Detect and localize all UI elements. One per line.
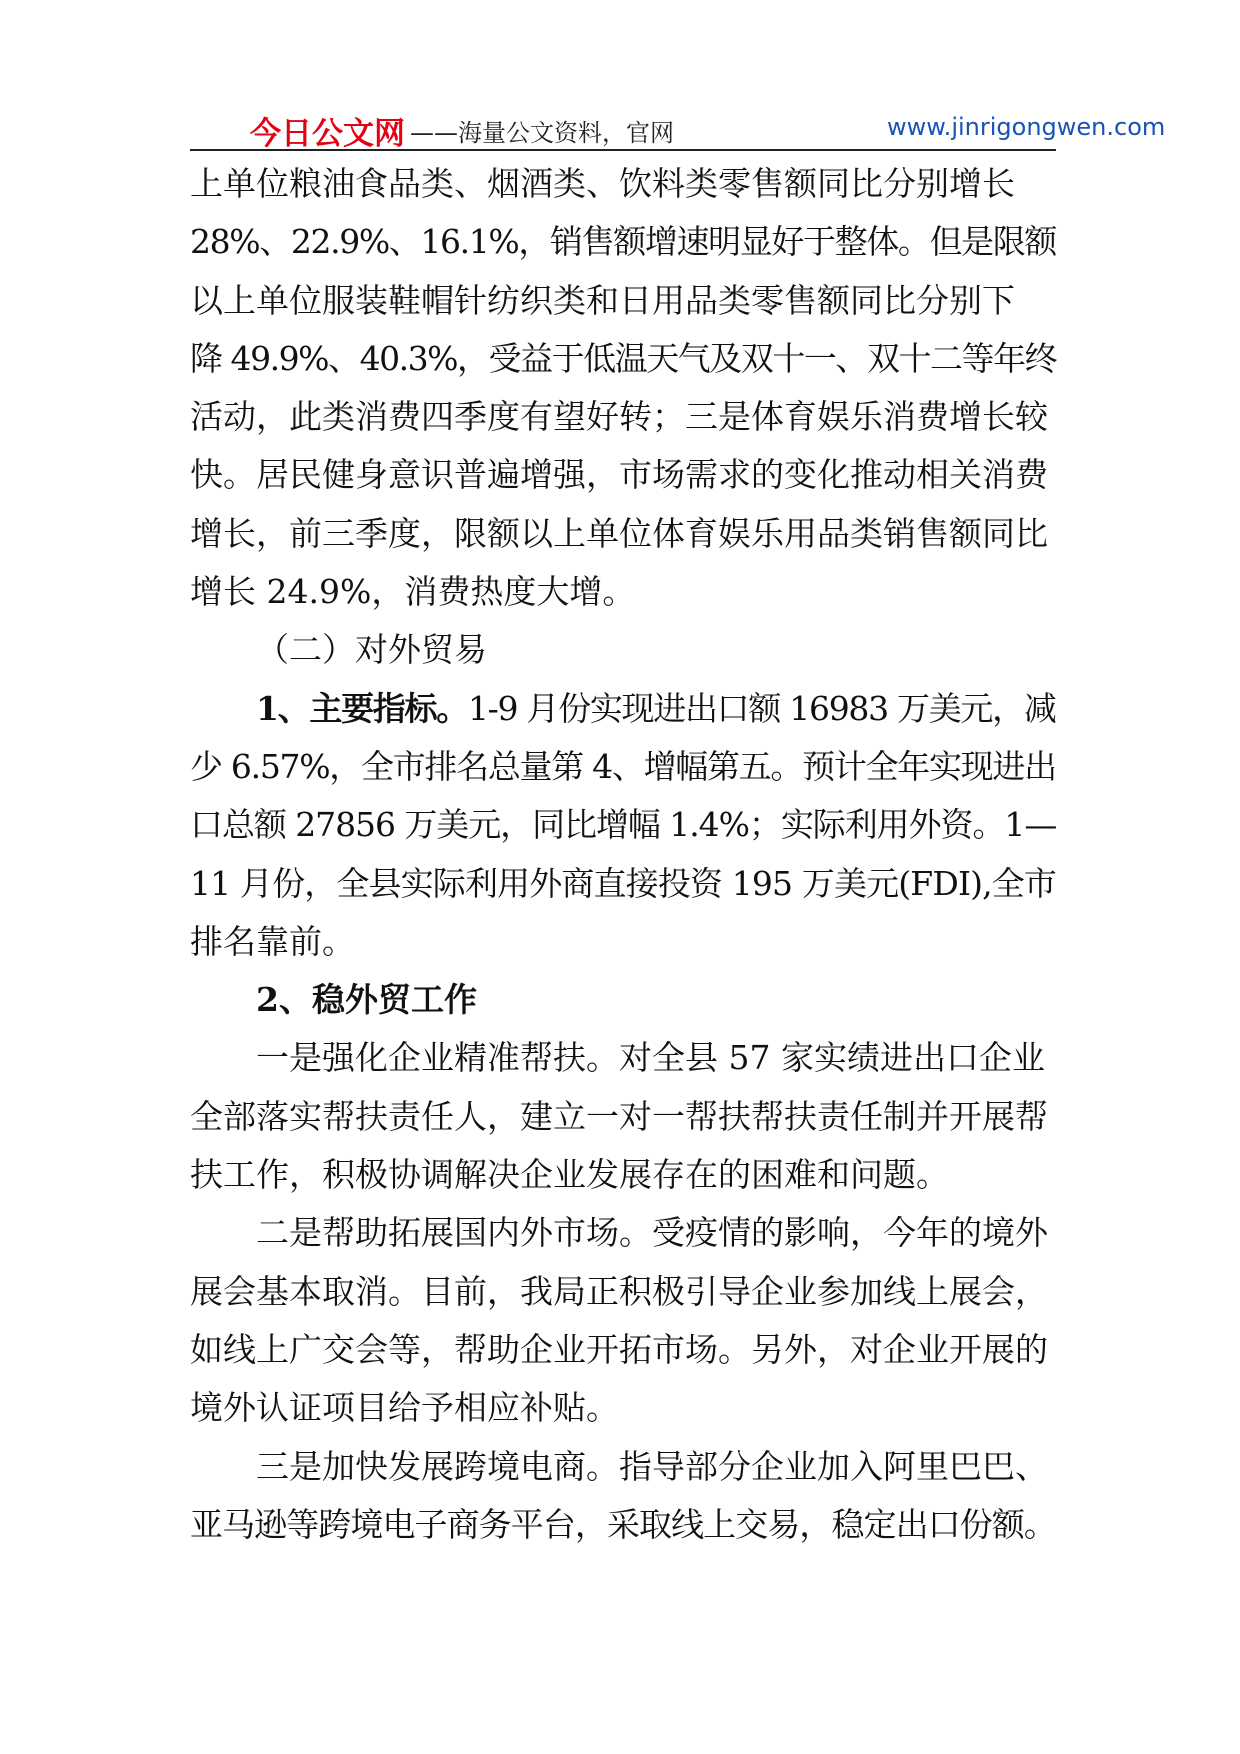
text-line: 28%、22.9%、16.1%，销售额增速明显好于整体。但是限额 — [190, 222, 1057, 262]
text-line: 如线上广交会等，帮助企业开拓市场。另外，对企业开展的 — [190, 1329, 1048, 1369]
text-line: 11 月份，全县实际利用外商直接投资 195 万美元(FDI),全市 — [190, 863, 1057, 903]
bold-lead: 1、主要指标。 — [256, 688, 468, 728]
text-line: 少 6.57%，全市排名总量第 4、增幅第五。预计全年实现进出 — [190, 746, 1056, 786]
paragraph-cross-border-ecommerce — [190, 1438, 1056, 1555]
text-line: 增长 24.9%，消费热度大增。 — [190, 572, 636, 612]
text-line: （二）对外贸易 — [256, 630, 487, 670]
text-line: 三是加快发展跨境电商。指导部分企业加入阿里巴巴、 — [256, 1446, 1048, 1486]
section-heading-stabilize-trade — [190, 971, 1056, 1029]
text-line: 增长，前三季度，限额以上单位体育娱乐用品类销售额同比 — [190, 513, 1048, 553]
text-line: 展会基本取消。目前，我局正积极引导企业参加线上展会， — [190, 1271, 1048, 1311]
text-line: 扶工作，积极协调解决企业发展存在的困难和问题。 — [190, 1155, 949, 1195]
text-line: 活动，此类消费四季度有望好转；三是体育娱乐消费增长较 — [190, 397, 1048, 437]
text-line: 2、稳外贸工作 — [256, 980, 477, 1020]
text-line: 排名靠前。 — [190, 921, 355, 961]
site-url-link[interactable]: www.jinrigongwen.com — [887, 113, 1166, 141]
text-line: 口总额 27856 万美元，同比增幅 1.4%；实际利用外资。1— — [190, 805, 1057, 845]
header-divider — [190, 149, 1056, 151]
text-line: 以上单位服装鞋帽针纺织类和日用品类零售额同比分别下 — [190, 280, 1015, 320]
paragraph-enterprise-support — [190, 1029, 1056, 1204]
text-line: 二是帮助拓展国内外市场。受疫情的影响，今年的境外 — [256, 1213, 1048, 1253]
text-line — [190, 680, 1056, 738]
text-fragment: 1-9 月份实现进出口额 16983 万美元，减 — [467, 688, 1056, 728]
text-line: 境外认证项目给予相应补贴。 — [190, 1388, 619, 1428]
site-brand: 今日公文网 — [250, 116, 405, 152]
document-body — [190, 155, 1056, 1554]
paragraph-market-expansion — [190, 1204, 1056, 1437]
site-tagline: ——海量公文资料，官网 — [410, 119, 674, 147]
text-line: 降 49.9%、40.3%，受益于低温天气及双十一、双十二等年终 — [190, 338, 1057, 378]
text-line: 全部落实帮扶责任人，建立一对一帮扶帮扶责任制并开展帮 — [190, 1096, 1048, 1136]
paragraph-main-indicators — [190, 680, 1056, 971]
paragraph-retail-consumption — [190, 155, 1056, 621]
section-heading-foreign-trade — [190, 621, 1056, 679]
text-line: 亚马逊等跨境电子商务平台，采取线上交易，稳定出口份额。 — [190, 1504, 1057, 1544]
text-line: 一是强化企业精准帮扶。对全县 57 家实绩进出口企业 — [256, 1038, 1045, 1078]
text-line: 上单位粮油食品类、烟酒类、饮料类零售额同比分别增长 — [190, 164, 1015, 203]
text-line: 快。居民健身意识普遍增强，市场需求的变化推动相关消费 — [190, 455, 1048, 495]
page-header — [190, 106, 1166, 152]
